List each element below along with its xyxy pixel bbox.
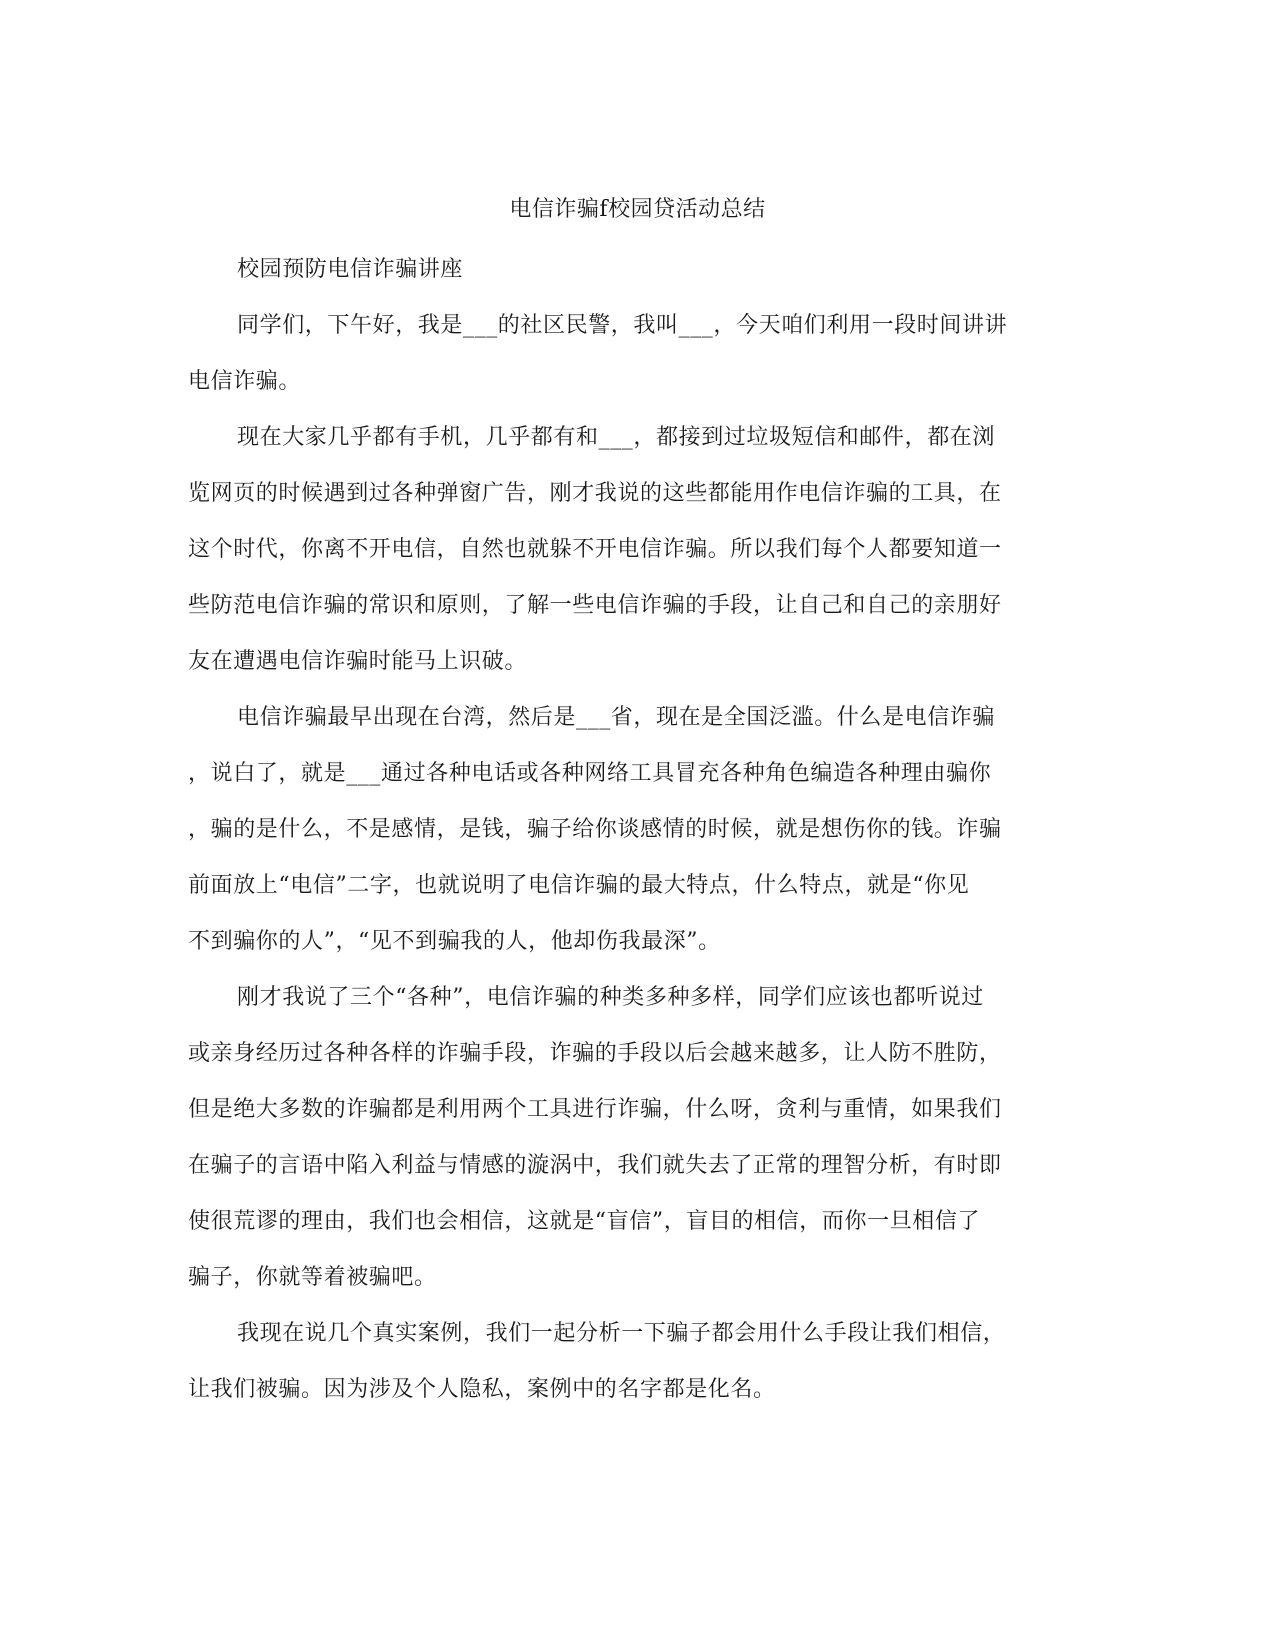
paragraph-line: 电信诈骗最早出现在台湾，然后是___省，现在是全国泛滥。什么是电信诈骗: [237, 705, 996, 730]
paragraph-line: 友在遭遇电信诈骗时能马上识破。: [188, 649, 528, 674]
paragraph-line: 电信诈骗。: [188, 369, 302, 394]
paragraph-line: 现在大家几乎都有手机，几乎都有和___，都接到过垃圾短信和邮件，都在浏: [237, 425, 996, 450]
paragraph-line: 使很荒谬的理由，我们也会相信，这就是“盲信”，盲目的相信，而你一旦相信了: [188, 1209, 981, 1234]
paragraph-line: 在骗子的言语中陷入利益与情感的漩涡中，我们就失去了正常的理智分析，有时即: [188, 1153, 1002, 1178]
paragraph-line: 但是绝大多数的诈骗都是利用两个工具进行诈骗，什么呀，贪利与重情，如果我们: [188, 1097, 1002, 1122]
paragraph-line: 前面放上“电信”二字，也就说明了电信诈骗的最大特点，什么特点，就是“你见: [188, 873, 970, 898]
paragraph-line: 刚才我说了三个“各种”，电信诈骗的种类多种多样，同学们应该也都听说过: [237, 985, 984, 1010]
paragraph-line: 校园预防电信诈骗讲座: [237, 257, 464, 282]
paragraph-line: 这个时代，你离不开电信，自然也就躲不开电信诈骗。所以我们每个人都要知道一: [188, 537, 1002, 562]
paragraph-line: 让我们被骗。因为涉及个人隐私，案例中的名字都是化名。: [188, 1377, 776, 1402]
paragraph-line: ，说白了，就是___通过各种电话或各种网络工具冒充各种角色编造各种理由骗你: [188, 761, 992, 786]
paragraph-line: 或亲身经历过各种各样的诈骗手段，诈骗的手段以后会越来越多，让人防不胜防，: [188, 1041, 1002, 1066]
paragraph-line: 我现在说几个真实案例，我们一起分析一下骗子都会用什么手段让我们相信，: [237, 1321, 1006, 1346]
paragraph-line: 览网页的时候遇到过各种弹窗广告，刚才我说的这些都能用作电信诈骗的工具，在: [188, 481, 1002, 506]
paragraph-line: ，骗的是什么，不是感情，是钱，骗子给你谈感情的时候，就是想伤你的钱。诈骗: [188, 817, 1002, 842]
paragraph-line: 些防范电信诈骗的常识和原则，了解一些电信诈骗的手段，让自己和自己的亲朋好: [188, 593, 1002, 618]
paragraph-line: 不到骗你的人”，“见不到骗我的人，他却伤我最深”。: [188, 929, 721, 954]
document-title: 电信诈骗f校园贷活动总结: [509, 197, 766, 222]
paragraph-line: 骗子，你就等着被骗吧。: [188, 1265, 437, 1290]
paragraph-line: 同学们，下午好，我是___的社区民警，我叫___，今天咱们利用一段时间讲讲: [237, 313, 1008, 338]
